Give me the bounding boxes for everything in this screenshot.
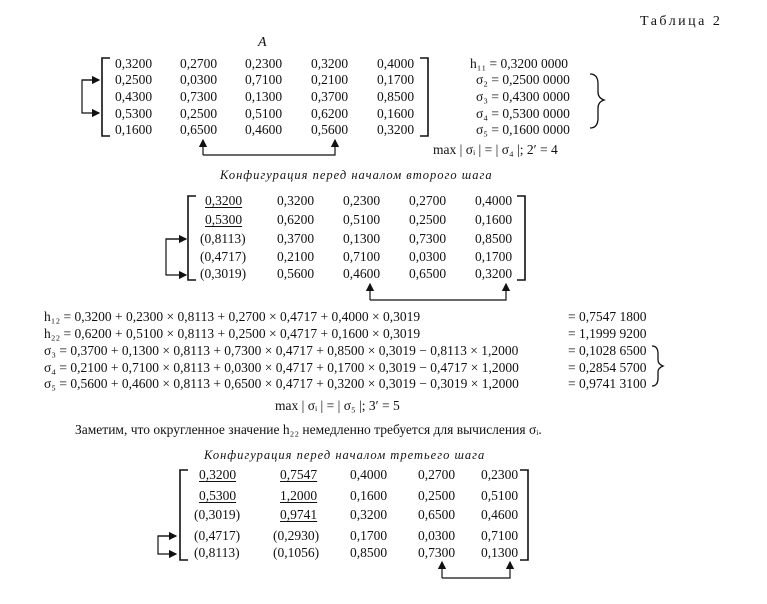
matrix-cell: 0,2300 [343,193,381,208]
matrix-cell: 0,7100 [343,249,381,264]
matrix-cell: 0,2700 [418,467,456,482]
table-title: Таблица 2 [640,14,723,29]
equation-lhs: σ₄ = 0,2100 + 0,7100 × 0,8113 + 0,0300 × 0,4717 + 0,1700 × 0,3019 − 0,4717 × 1,2000 [44,360,519,375]
matrix-cell: 0,3200 [350,507,388,522]
equation-rhs: = 0,2854 5700 [568,360,647,375]
equation-lhs: h₂₂ = 0,6200 + 0,5100 × 0,8113 + 0,2500 × 0,4717 + 0,1600 × 0,3019 [44,326,421,341]
matrix-cell: 0,1300 [481,545,519,560]
matrix-cell: 0,1300 [245,89,283,104]
sigma-value: σ₅ = 0,1600 0000 [476,122,570,137]
matrix-cell: 0,5100 [245,106,283,121]
matrix-cell: 0,7100 [245,72,283,87]
config3-caption: Конфигурация перед началом третьего шага [204,448,486,462]
brace-right [652,346,663,386]
matrix-cell: 0,5600 [311,122,349,137]
matrix-cell: (0,3019) [194,507,241,522]
sigma-value: σ₂ = 0,2500 0000 [476,72,570,87]
matrix-cell: 0,6500 [409,266,447,281]
sigma-value: σ₄ = 0,5300 0000 [476,106,570,121]
bracket-right [420,58,428,136]
row-swap-arrow [158,536,176,554]
matrix-cell: 0,2700 [180,56,218,71]
matrix-cell: 0,7100 [481,528,519,543]
matrix-cell: 0,5600 [277,266,315,281]
matrix-cell: 0,2100 [311,72,349,87]
matrix-cell: 0,2100 [277,249,315,264]
equation-lhs: σ₅ = 0,5600 + 0,4600 × 0,8113 + 0,6500 × 0,4717 + 0,3200 × 0,3019 − 0,3019 × 1,2000 [44,376,519,391]
sigma-value: h₁₁ = 0,3200 0000 [470,56,569,71]
matrix-cell: 0,4000 [350,467,388,482]
matrix-cell: 0,4600 [343,266,381,281]
matrix-a-label: A [258,35,267,50]
matrix-cell: (0,4717) [200,249,247,264]
matrix-cell: 0,2300 [245,56,283,71]
matrix-cell: (0,8113) [200,231,246,246]
matrix-cell: 1,2000 [280,488,318,503]
matrix-cell: 0,7547 [280,467,318,482]
max-sigma-line: max | σᵢ | = | σ₄ |; 2′ = 4 [433,142,558,157]
matrix-cell: 0,8500 [475,231,513,246]
row-swap-arrow [166,239,186,275]
matrix-cell: 0,5100 [343,212,381,227]
matrix-cell: 0,6200 [311,106,349,121]
bracket-left [180,470,188,560]
matrix-cell: 0,5300 [205,212,243,227]
matrix-cell: 0,1600 [350,488,388,503]
matrix-cell: 0,5300 [115,106,153,121]
matrix-cell: 0,3200 [205,193,243,208]
matrix-cell: 0,4300 [115,89,153,104]
matrix-cell: 0,2500 [180,106,218,121]
matrix-cell: 0,3200 [277,193,315,208]
max-sigma-line-2: max | σᵢ | = | σ₅ |; 3′ = 5 [275,398,400,413]
matrix-cell: 0,0300 [180,72,218,87]
matrix-cell: 0,1600 [475,212,513,227]
matrix-cell: (0,4717) [194,528,241,543]
matrix-cell: 0,4000 [377,56,415,71]
matrix-cell: 0,5300 [199,488,237,503]
matrix-cell: 0,2300 [481,467,519,482]
equation-rhs: = 0,7547 1800 [568,309,647,324]
matrix-cell: 0,7300 [180,89,218,104]
matrix-cell: 0,8500 [377,89,415,104]
matrix-cell: 0,1700 [475,249,513,264]
matrix-cell: 0,1600 [377,106,415,121]
matrix-cell: 0,2700 [409,193,447,208]
matrix-cell: 0,0300 [418,528,456,543]
matrix-cell: 0,4600 [245,122,283,137]
matrix-cell: 0,1600 [115,122,153,137]
note-text: Заметим, что округленное значение h₂₂ немедленно требуется для вычисления σᵢ. [75,422,542,437]
config2-caption: Конфигурация перед началом второго шага [220,168,493,182]
matrix-cell: 0,1300 [343,231,381,246]
matrix-cell: 0,7300 [418,545,456,560]
matrix-cell: (0,8113) [194,545,240,560]
matrix-cell: 0,1700 [350,528,388,543]
matrix-cell: 0,0300 [409,249,447,264]
matrix-cell: 0,8500 [350,545,388,560]
matrix-cell: 0,4600 [481,507,519,522]
bracket-right [517,196,525,280]
matrix-cell: 0,3200 [377,122,415,137]
equation-rhs: = 0,9741 3100 [568,376,647,391]
equation-lhs: σ₃ = 0,3700 + 0,1300 × 0,8113 + 0,7300 × 0,4717 + 0,8500 × 0,3019 − 0,8113 × 1,2000 [44,343,519,358]
equation-rhs: = 1,1999 9200 [568,326,647,341]
matrix-cell: 0,6500 [418,507,456,522]
matrix-cell: (0,1056) [273,545,320,560]
row-swap-arrow [82,80,99,113]
bracket-right [520,470,528,560]
matrix-cell: 0,1700 [377,72,415,87]
matrix-cell: 0,3200 [475,266,513,281]
matrix-cell: 0,3200 [199,467,237,482]
matrix-cell: (0,3019) [200,266,247,281]
brace-right [590,74,604,128]
equation-rhs: = 0,1028 6500 [568,343,647,358]
matrix-cell: 0,2500 [115,72,153,87]
matrix-cell: (0,2930) [273,528,320,543]
matrix-cell: 0,6200 [277,212,315,227]
matrix-cell: 0,9741 [280,507,318,522]
matrix-cell: 0,3700 [311,89,349,104]
bracket-left [188,196,196,280]
matrix-cell: 0,7300 [409,231,447,246]
matrix-cell: 0,2500 [418,488,456,503]
matrix-cell: 0,2500 [409,212,447,227]
matrix-cell: 0,5100 [481,488,519,503]
matrix-cell: 0,3200 [311,56,349,71]
equation-lhs: h₁₂ = 0,3200 + 0,2300 × 0,8113 + 0,2700 × 0,4717 + 0,4000 × 0,3019 [44,309,421,324]
matrix-cell: 0,3200 [115,56,153,71]
matrix-cell: 0,4000 [475,193,513,208]
bracket-left [102,58,110,136]
matrix-cell: 0,3700 [277,231,315,246]
matrix-cell: 0,6500 [180,122,218,137]
sigma-value: σ₃ = 0,4300 0000 [476,89,570,104]
